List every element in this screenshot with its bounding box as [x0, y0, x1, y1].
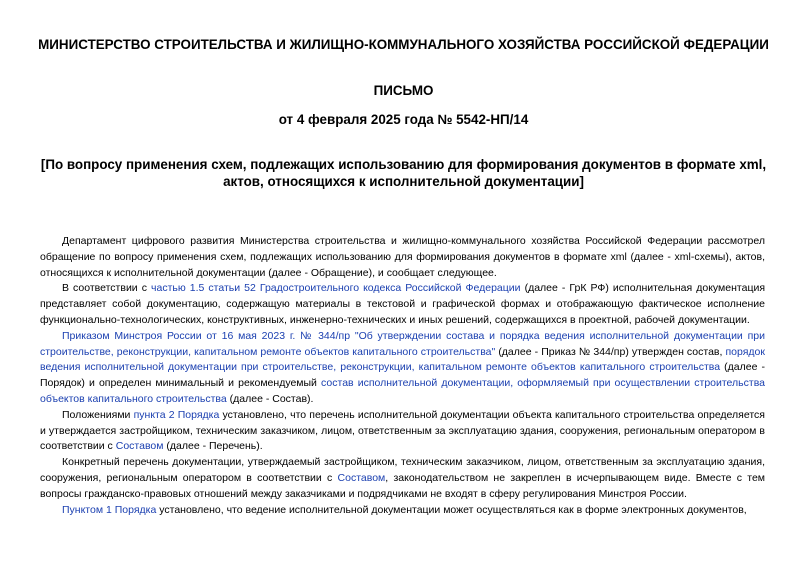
- paragraph-5: [40, 455, 765, 502]
- link-order-344[interactable]: Приказом Минстроя России от 16 мая 2023 г. № 344/пр "Об утверждении состава и порядка ведения исполнительной документации при строительстве, реконструкции, капитальном ремонте объектов капитального строительства": [40, 329, 765, 358]
- paragraph-1: [40, 234, 765, 281]
- paragraph-5-text-2: , законодательством не закреплен в исчерпывающем виде. Вместе с тем вопросы гражданско-правовых отношений между заказчиками и подрядчиками не входят в сферу регулирования Минстроя России.: [40, 471, 766, 500]
- paragraph-4-text-1: Положениями: [62, 408, 134, 421]
- paragraph-6-text-1: установлено, что ведение исполнительной документации может осуществляться как в форме электронных документов,: [156, 503, 747, 516]
- document-subject: [По вопросу применения схем, подлежащих использованию для формирования документов в формате xml, актов, относящихся к исполнительной документации]: [40, 157, 767, 189]
- paragraph-5-text-1: Конкретный перечень документации, утверждаемый застройщиком, техническим заказчиком, лицом, ответственным за эксплуатацию здания, сооружения, региональным оператором в соответствии с: [40, 456, 765, 484]
- link-composition-2[interactable]: Составом: [115, 440, 164, 453]
- paragraph-3-text-1: (далее - Приказ № 344/пр) утвержден состав,: [495, 345, 726, 358]
- link-composition-3[interactable]: Составом: [337, 471, 386, 484]
- link-grk-article-52[interactable]: частью 1.5 статьи 52 Градостроительного кодекса Российской Федерации: [151, 282, 521, 295]
- paragraph-2-text-1: В соответствии с: [62, 282, 152, 295]
- paragraph-4-text-3: (далее - Перечень).: [163, 440, 263, 453]
- paragraph-1-text: Департамент цифрового развития Министерства строительства и жилищно-коммунального хозяйства Российской Федерации рассмотрел обращение по вопросу применения схем, подлежащих использованию для формирования документов в формате xml (далее - xml-схемы), актов, относящихся к исполнительной документации (далее - Обращение), и сообщает следующее.: [40, 235, 765, 279]
- paragraph-2-text-2: (далее - ГрК РФ) исполнительная документация представляет собой документацию, содержащую материалы в текстовой и графической формах и отображающую фактическое исполнение функционально-технологических, конструктивных, инженерно-технических и иных решений, содержащихся в проектной, рабочей документации.: [40, 282, 766, 326]
- ministry-title: МИНИСТЕРСТВО СТРОИТЕЛЬСТВА И ЖИЛИЩНО-КОММУНАЛЬНОГО ХОЗЯЙСТВА РОССИЙСКОЙ ФЕДЕРАЦИИ: [38, 37, 769, 52]
- paragraph-3-text-2: (далее - Порядок) и определен минимальный и рекомендуемый: [40, 361, 765, 390]
- document-date-number: от 4 февраля 2025 года № 5542-НП/14: [278, 112, 529, 127]
- document-type: ПИСЬМО: [373, 83, 434, 98]
- link-composition[interactable]: состав исполнительной документации, оформляемый при осуществлении строительства объектов капитального строительства: [40, 377, 766, 405]
- link-procedure-item-1[interactable]: Пунктом 1 Порядка: [62, 503, 157, 516]
- link-procedure[interactable]: порядок ведения исполнительной документации при строительстве, реконструкции, капитальном ремонте объектов капитального строительства: [40, 345, 765, 374]
- link-procedure-item-2[interactable]: пункта 2 Порядка: [133, 408, 220, 421]
- paragraph-3-text-3: (далее - Состав).: [226, 392, 314, 405]
- document-body: [40, 234, 765, 518]
- paragraph-2: [40, 281, 765, 328]
- paragraph-4-text-2: установлено, что перечень исполнительной документации объекта капитального строительства определяется и утверждается застройщиком, техническим заказчиком, лицом, ответственным за эксплуатацию здания, сооружения, региональным оператором в соответствии с: [40, 408, 765, 453]
- paragraph-4: [40, 408, 765, 455]
- paragraph-3: [40, 329, 765, 408]
- paragraph-6: [40, 503, 765, 519]
